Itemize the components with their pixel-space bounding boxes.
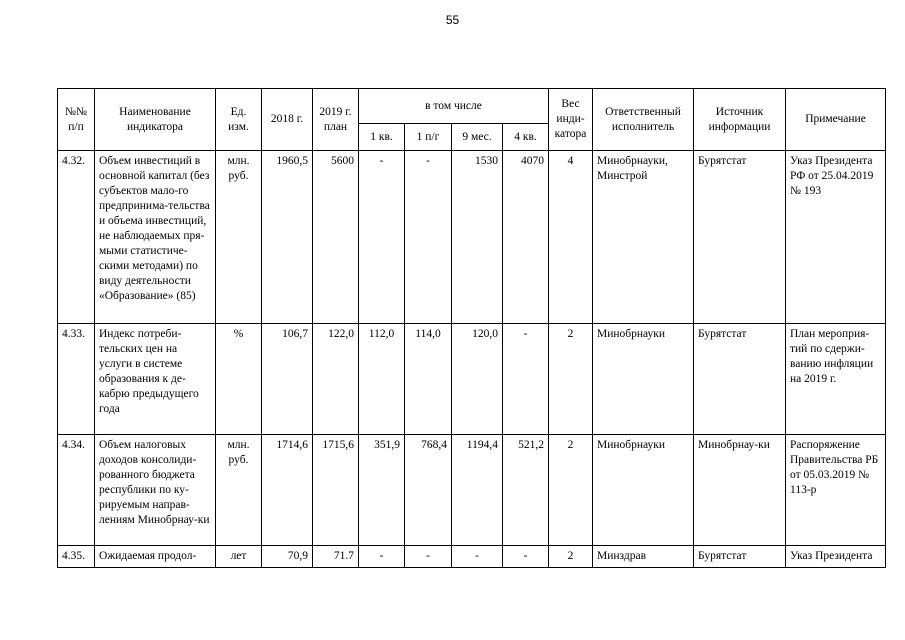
cell-source: Бурятстат [694,151,786,324]
cell-q4: 4070 [503,151,549,324]
cell-2019: 122,0 [313,324,359,435]
cell-responsible: Минобрнауки [593,435,694,546]
cell-weight: 2 [549,546,593,568]
cell-responsible: Минобрнауки [593,324,694,435]
cell-2018: 106,7 [262,324,313,435]
cell-source: Бурятстат [694,324,786,435]
cell-weight: 2 [549,324,593,435]
cell-unit: млн. руб. [216,435,262,546]
cell-half1: - [405,546,452,568]
cell-9-months: - [452,546,503,568]
cell-note: Распоряжение Правительства РБ от 05.03.2019 № 113-р [786,435,886,546]
header-source: Источник информации [694,89,786,151]
cell-half1: - [405,151,452,324]
cell-9-months: 1194,4 [452,435,503,546]
header-note: Примечание [786,89,886,151]
cell-2018: 70,9 [262,546,313,568]
cell-source: Минобрнау-ки [694,435,786,546]
cell-name: Объем инвестиций в основной капитал (без субъектов мало-го предпринима-тельства и объема инвестиций, не наблюдаемых пря-мыми статистиче-скими методами) по виду деятельности «Образование» (85) [95,151,216,324]
cell-unit: млн. руб. [216,151,262,324]
cell-2018: 1960,5 [262,151,313,324]
cell-q1: 112,0 [359,324,405,435]
table-row [58,151,886,324]
cell-q1: - [359,151,405,324]
cell-q1: - [359,546,405,568]
cell-num: 4.34. [58,435,95,546]
cell-q4: 521,2 [503,435,549,546]
cell-source: Бурятстат [694,546,786,568]
header-name: Наименование индикатора [95,89,216,151]
header-half1: 1 п/г [405,124,452,151]
header-q1: 1 кв. [359,124,405,151]
header-including: в том числе [359,89,549,124]
header-9-months: 9 мес. [452,124,503,151]
cell-q4: - [503,324,549,435]
header-unit: Ед. изм. [216,89,262,151]
header-num: №№ п/п [58,89,95,151]
cell-name: Индекс потреби-тельских цен на услуги в системе образования к де-кабрю предыдущего года [95,324,216,435]
header-2019-plan: 2019 г. план [313,89,359,151]
cell-name: Объем налоговых доходов консолиди-рованного бюджета республики по ку-рируемым направ-лениям Минобрнау-ки [95,435,216,546]
cell-responsible: Минобрнауки, Минстрой [593,151,694,324]
cell-weight: 2 [549,435,593,546]
cell-unit: % [216,324,262,435]
cell-num: 4.33. [58,324,95,435]
cell-name: Ожидаемая продол- [95,546,216,568]
table-row [58,435,886,546]
header-2018: 2018 г. [262,89,313,151]
table-row [58,546,886,568]
cell-note: Указ Президента [786,546,886,568]
page-number: 55 [445,13,460,27]
cell-2019: 71.7 [313,546,359,568]
cell-half1: 114,0 [405,324,452,435]
cell-responsible: Минздрав [593,546,694,568]
cell-num: 4.32. [58,151,95,324]
cell-half1: 768,4 [405,435,452,546]
cell-q4: - [503,546,549,568]
cell-unit: лет [216,546,262,568]
cell-q1: 351,9 [359,435,405,546]
indicators-table [57,88,886,568]
cell-weight: 4 [549,151,593,324]
header-responsible: Ответственный исполнитель [593,89,694,151]
table-row [58,324,886,435]
cell-note: План мероприя-тий по сдержи-ванию инфляции на 2019 г. [786,324,886,435]
cell-9-months: 120,0 [452,324,503,435]
cell-9-months: 1530 [452,151,503,324]
cell-2019: 1715,6 [313,435,359,546]
cell-2019: 5600 [313,151,359,324]
cell-2018: 1714,6 [262,435,313,546]
header-row-1 [58,89,886,124]
header-q4: 4 кв. [503,124,549,151]
header-weight: Вес инди-катора [549,89,593,151]
cell-num: 4.35. [58,546,95,568]
cell-note: Указ Президента РФ от 25.04.2019 № 193 [786,151,886,324]
